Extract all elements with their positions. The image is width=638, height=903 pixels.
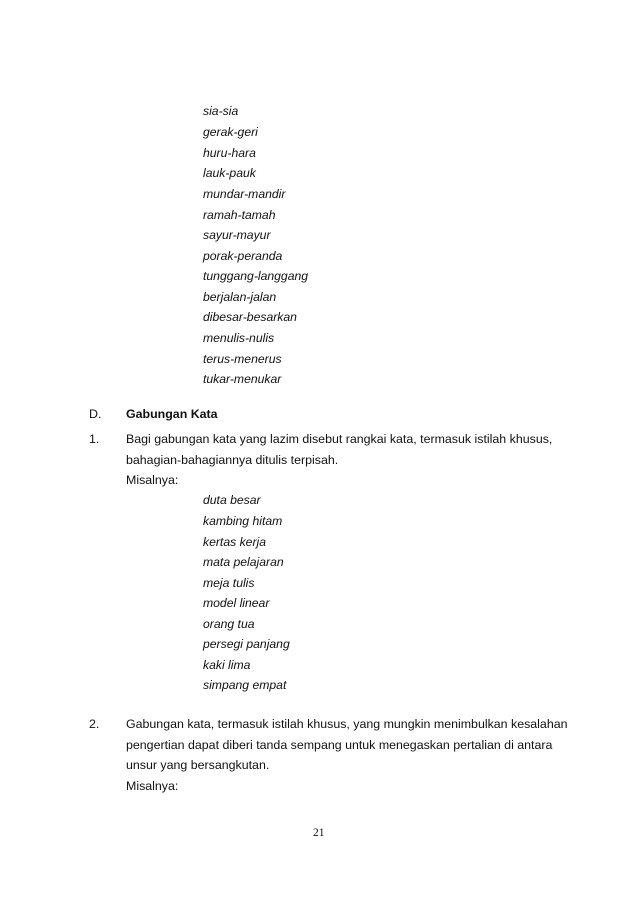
list-item: ramah-tamah bbox=[203, 208, 276, 222]
list-item: mundar-mandir bbox=[203, 187, 286, 201]
list-item: kaki lima bbox=[203, 658, 251, 672]
list-item: terus-menerus bbox=[203, 352, 282, 366]
list-item: tunggang-langgang bbox=[203, 269, 309, 283]
item-number: 1. bbox=[89, 432, 100, 446]
list-item: huru-hara bbox=[203, 146, 256, 160]
page-number: 21 bbox=[313, 827, 325, 839]
paragraph-line: bahagian-bahagiannya ditulis terpisah. bbox=[126, 453, 339, 467]
item-number: 2. bbox=[89, 717, 100, 731]
paragraph-line: unsur yang bersangkutan. bbox=[126, 758, 270, 772]
list-item: porak-peranda bbox=[203, 249, 283, 263]
list-item: mata pelajaran bbox=[203, 555, 284, 569]
list-item: sia-sia bbox=[203, 104, 239, 118]
list-item: duta besar bbox=[203, 493, 261, 507]
paragraph-line: Gabungan kata, termasuk istilah khusus, yang mungkin menimbulkan kesalahan bbox=[126, 717, 568, 731]
list-item: model linear bbox=[203, 596, 270, 610]
example-label: Misalnya: bbox=[126, 473, 179, 487]
list-item: simpang empat bbox=[203, 678, 287, 692]
section-letter: D. bbox=[89, 407, 102, 421]
list-item: sayur-mayur bbox=[203, 228, 271, 242]
paragraph-line: Bagi gabungan kata yang lazim disebut rangkai kata, termasuk istilah khusus, bbox=[126, 432, 553, 446]
example-label: Misalnya: bbox=[126, 779, 179, 793]
list-item: dibesar-besarkan bbox=[203, 310, 297, 324]
list-item: lauk-pauk bbox=[203, 166, 256, 180]
list-item: tukar-menukar bbox=[203, 372, 282, 386]
list-item: kertas kerja bbox=[203, 535, 266, 549]
list-item: menulis-nulis bbox=[203, 331, 275, 345]
list-item: gerak-geri bbox=[203, 125, 258, 139]
paragraph-line: pengertian dapat diberi tanda sempang untuk menegaskan pertalian di antara bbox=[126, 738, 553, 752]
list-item: kambing hitam bbox=[203, 514, 283, 528]
list-item: meja tulis bbox=[203, 576, 255, 590]
section-title: Gabungan Kata bbox=[126, 407, 218, 421]
list-item: orang tua bbox=[203, 617, 255, 631]
list-item: persegi panjang bbox=[203, 637, 290, 651]
list-item: berjalan-jalan bbox=[203, 290, 277, 304]
